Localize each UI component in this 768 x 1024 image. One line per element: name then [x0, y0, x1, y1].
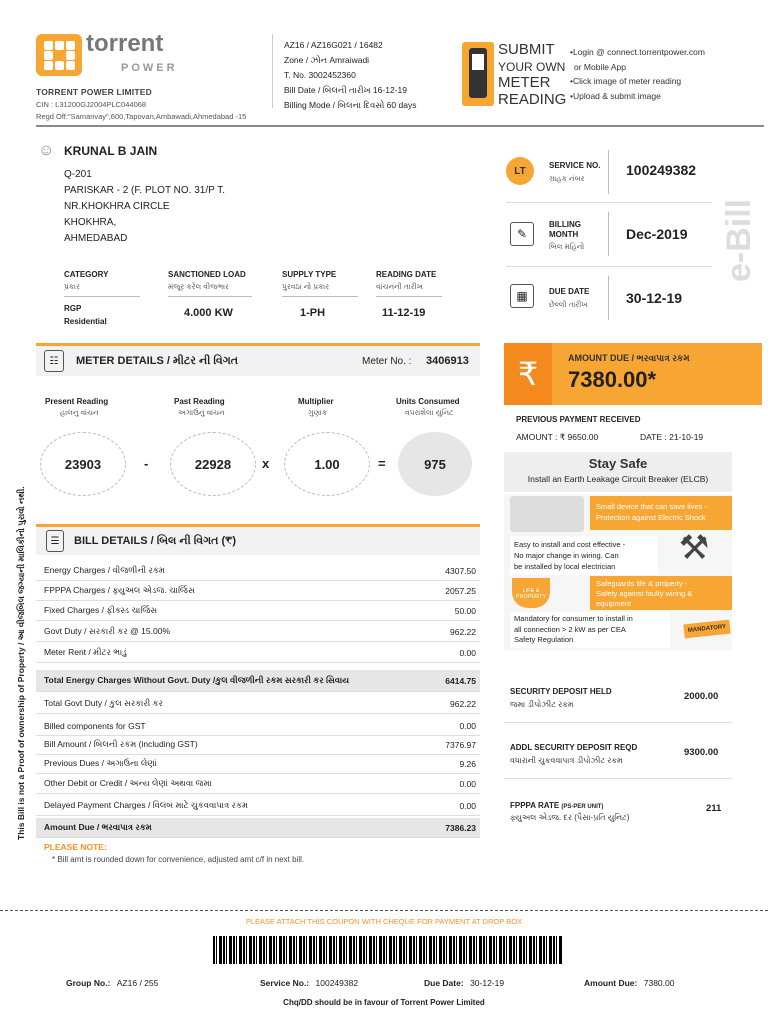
- brand-subname: POWER: [121, 62, 178, 74]
- rupee-icon: ₹: [504, 343, 552, 405]
- ebill-watermark: e-Bill: [720, 198, 758, 282]
- multiplier: 1.00: [284, 432, 370, 496]
- customer-address: Q-201 PARISKAR - 2 (F. PLOT NO. 31/P T. NR.KHOKHRA CIRCLE KHOKHRA, AHMEDABAD: [64, 169, 225, 244]
- lt-badge: LT: [506, 157, 534, 185]
- service-no-value: 100249382: [626, 162, 697, 178]
- service-no-label: SERVICE NO.: [549, 161, 601, 170]
- fppa-rate-value: 211: [706, 803, 722, 814]
- mandatory-stamp: MANDATORY: [683, 620, 730, 639]
- promo-heading: SUBMIT YOUR OWN METER READING: [498, 41, 567, 108]
- meter-icon: ☷: [44, 350, 64, 372]
- bill-details-title: BILL DETAILS / બિલ ની વિગત (₹): [74, 535, 237, 547]
- present-reading: 23903: [40, 432, 126, 496]
- calendar-icon: ▦: [510, 284, 534, 308]
- past-reading: 22928: [170, 432, 256, 496]
- meter-details-title: METER DETAILS / મીટર ની વિગત: [76, 355, 239, 367]
- table-row: Meter Rent / મીટર ભાડું 0.00: [36, 643, 480, 663]
- shield-icon: LIFE & PROPERTY: [512, 578, 550, 608]
- table-row: Billed components for GST 0.00: [36, 716, 480, 736]
- table-row: Total Govt Duty / કુલ સરકારી કર 962.22: [36, 694, 480, 714]
- meter-no-label: Meter No. :: [362, 356, 412, 367]
- table-row: Energy Charges / વીજળીની રકમ 4307.50: [36, 561, 480, 581]
- bill-icon: ☰: [46, 530, 64, 552]
- table-row: Delayed Payment Charges / વિલંબ માટે ચુકવવાપાત્ર રકમ 0.00: [36, 796, 480, 816]
- user-icon: ☺: [38, 142, 55, 159]
- security-deposit-value: 2000.00: [684, 691, 719, 702]
- torrent-logo-icon: [36, 34, 82, 76]
- ownership-disclaimer: This Bill is not a Proof of ownership of Property / આ વીજબિલ જગ્યાની માલિકીનો પુરાવો નથી.: [16, 486, 26, 840]
- account-info: AZ16 / AZ16G021 / 16482 Zone / ઝોન Amraiwadi T. No. 3002452360 Bill Date / બિલની તારીખ 16-12-19 Billing Mode / બિલના દિવસો 60 days: [284, 40, 417, 110]
- tools-icon: ⚒: [678, 529, 710, 567]
- table-row: Previous Dues / અગાઉના લેણાં 9.26: [36, 754, 480, 774]
- table-row: FPPPA Charges / ફ્યુઅલ એડજ. ચાર્જિસ 2057.25: [36, 581, 480, 601]
- prev-payment-amount: AMOUNT : ₹ 9650.00: [516, 432, 599, 442]
- note-label: PLEASE NOTE:: [44, 842, 107, 852]
- promo-bullets: •Login @ connect.torrentpower.com or Mobile App •Click image of meter reading •Upload & submit image: [570, 47, 705, 101]
- units-consumed: 975: [398, 432, 472, 496]
- phone-icon: [462, 42, 494, 106]
- amount-due-value: 7380.00*: [568, 367, 657, 392]
- calendar-bill-icon: ✎: [510, 222, 534, 246]
- note-text: * Bill amt is rounded down for convenience, adjusted amt c/f in next bill.: [52, 855, 305, 864]
- cin: CIN : L31200GJ2004PLC044068: [36, 100, 147, 109]
- company-name: TORRENT POWER LIMITED: [36, 87, 152, 97]
- due-date-value: 30-12-19: [626, 290, 683, 306]
- cheque-favour: Chq/DD should be in favour of Torrent Power Limited: [283, 998, 485, 1007]
- addl-deposit-value: 9300.00: [684, 747, 719, 758]
- coupon-instruction: PLEASE ATTACH THIS COUPON WITH CHEQUE FOR PAYMENT AT DROP BOX: [245, 917, 523, 926]
- barcode: [213, 936, 563, 964]
- billing-month-value: Dec-2019: [626, 226, 688, 242]
- prev-payment-date: DATE : 21-10-19: [640, 432, 704, 442]
- table-row: Bill Amount / બિલની રકમ (including GST) 7376.97: [36, 735, 480, 755]
- table-row: Total Energy Charges Without Govt. Duty /કુલ વીજળીની રકમ સરકારી કર સિવાય 6414.75: [36, 670, 480, 692]
- regd-office: Regd Off:"Samanvay",600,Tapovan,Ambawadi,Ahmedabad -15: [36, 112, 247, 121]
- breaker-icon: [510, 496, 584, 532]
- table-row: Other Debit or Credit / અન્ય લેણાં અથવા જમા 0.00: [36, 774, 480, 794]
- table-row: Fixed Charges / ફીક્સ્ડ ચાર્જિસ 50.00: [36, 601, 480, 621]
- brand-name: torrent: [86, 30, 164, 57]
- table-row: Govt Duty / સરકારી કર @ 15.00% 962.22: [36, 622, 480, 642]
- customer-name: KRUNAL B JAIN: [64, 144, 158, 158]
- meter-no: 3406913: [426, 355, 469, 367]
- table-row: Amount Due / ભરવાપાત્ર રકમ 7386.23: [36, 818, 480, 838]
